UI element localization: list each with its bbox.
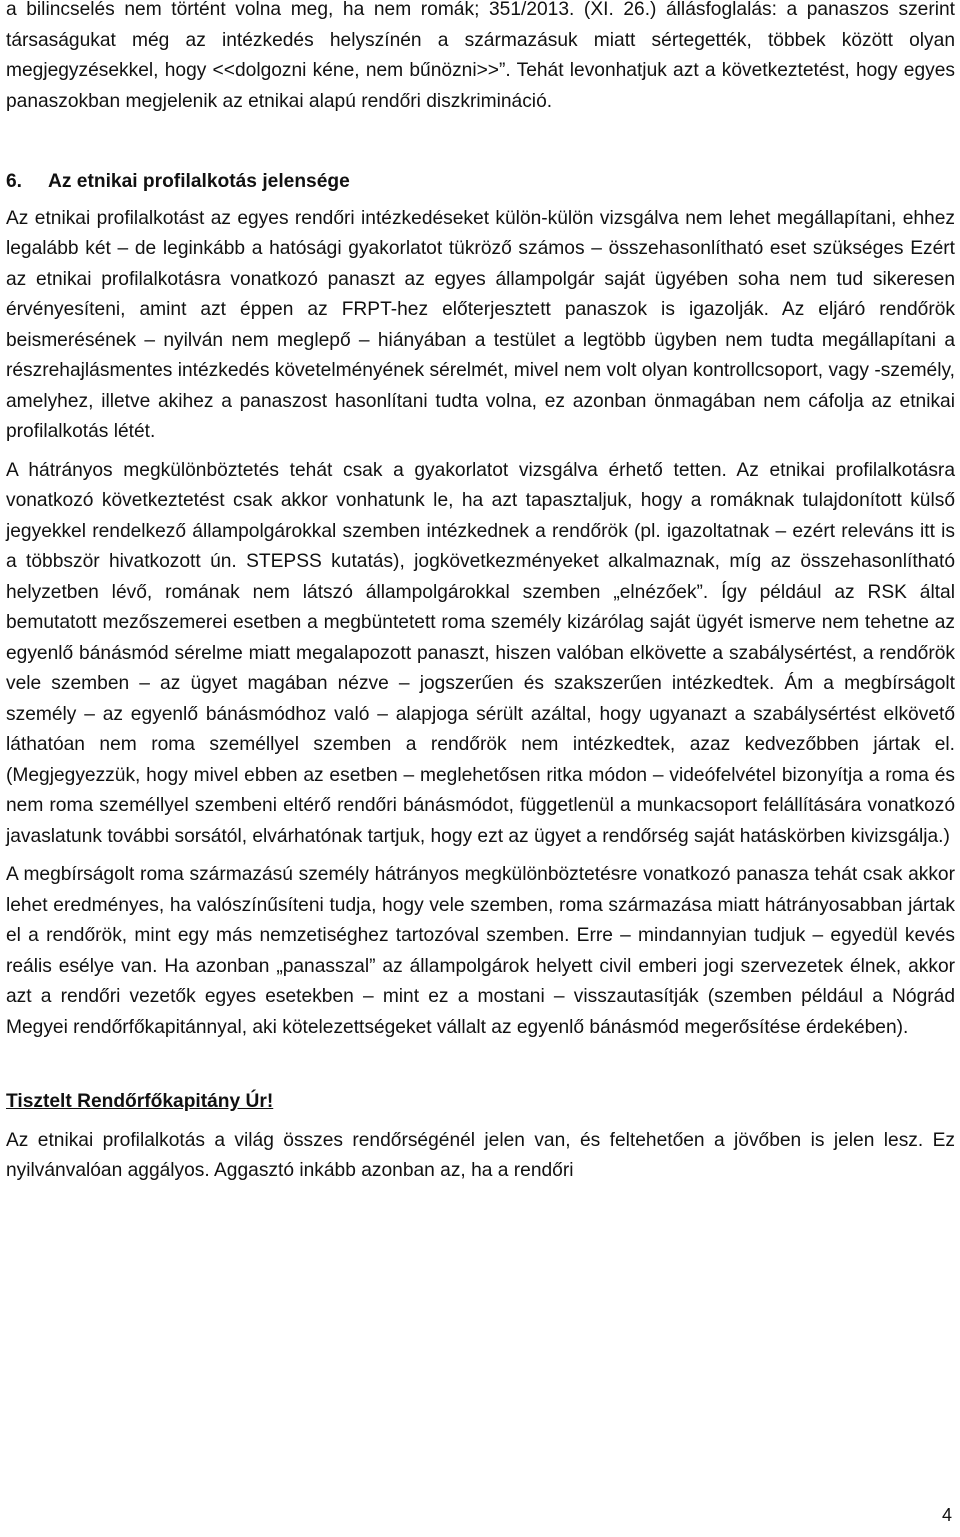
paragraph: Az etnikai profilalkotás a világ összes rendőrségénél jelen van, és feltehetően a jövőben is jelen lesz. Ez nyilvánvalóan aggályos. Aggasztó inkább azonban az, ha a rendőri xyxy=(6,1129,955,1181)
paragraph: A megbírságolt roma származású személy hátrányos megkülönböztetésre vonatkozó panasza tehát csak akkor lehet eredményes, ha valószínűsíteni tudja, hogy vele szemben, roma származása miatt hátrányosabban jártak el a rendőrök, mint egy más nemzetiséghez tartozóval szemben. Erre – mindannyian tudjuk – egyedül kevés reális esélye van. Ha azonban „panasszal” az állampolgárok helyett civil emberi jogi szervezetek élnek, akkor azt a rendőri vezetők egyes esetekben – mint ez a mostani – visszautasítják (szemben például a Nógrád Megyei rendőrfőkapitánnyal, aki kötelezettségeket vállalt az egyenlő bánásmód megerősítése érdekében). xyxy=(6,864,955,1038)
section-heading xyxy=(6,167,955,198)
paragraph: A hátrányos megkülönböztetés tehát csak a gyakorlatot vizsgálva érhető tetten. Az etnikai profilalkotásra vonatkozó következtetést csak akkor vonhatunk le, ha azt tapasztaljuk, hogy a romáknak tulajdonított külső jegyekkel rendelkező állampolgárokkal szemben intézkednek a rendőrök (pl. igazoltatnak – ezért releváns itt is a többször hivatkozott ún. STEPSS kutatás), jogkövetkezményeket alkalmaznak, míg az összehasonlítható helyzetben lévő, romának nem látszó állampolgárokkal szemben „elnézőek”. Így például az RSK által bemutatott mezőszemerei esetben a megbüntetett roma személy kizárólag saját ügyét ismerve nem tehetne az egyenlő bánásmód sérelme miatt megalapozott panaszt, hiszen valóban elkövette a szabálysértést, a rendőrök vele szemben – az ügyet magában nézve – jogszerűen és szakszerűen intézkedtek. Ám a megbírságolt személy – az egyenlő bánásmódhoz való – alapjoga sérült azáltal, hogy ugyanazt a szabálysértést elkövető láthatóan nem roma személlyel szemben a rendőrök nem intézkedtek, azaz kedvezőbben jártak el. (Megjegyezzük, hogy mivel ebben az esetben – meglehetősen ritka módon – videófelvétel bizonyítja a roma és nem roma személlyel szembeni eltérő rendőri bánásmódot, függetlenül a munkacsoport felállítására vonatkozó javaslatunk további sorsától, elvárhatónak tartjuk, hogy ezt az ügyet a rendőrség saját hatáskörben kivizsgálja.) xyxy=(6,459,955,847)
page-number: 4 xyxy=(941,1505,952,1525)
paragraph: Az etnikai profilalkotást az egyes rendőri intézkedéseket külön-külön vizsgálva nem lehet megállapítani, ehhez legalább két – de leginkább a hatósági gyakorlatot tükröző számos – összehasonlítható eset szükséges Ezért az etnikai profilalkotásra vonatkozó panaszt az egyes állampolgár saját ügyében soha nem tud sikeresen érvényesíteni, amint azt éppen az FRPT-hez előterjesztett panaszok is igazolják. Az eljáró rendőrök beismerésének – nyilván nem meglepő – hiányában a testület a legtöbb ügyben nem tudta megállapítani a részrehajlásmentes intézkedés követelményének sérelmét, mivel nem volt olyan kontrollcsoport, vagy -személy, amelyhez, illetve akihez a panaszost hasonlítani tudta volna, ez azonban önmagában nem cáfolja az etnikai profilalkotás létét. xyxy=(6,207,955,442)
paragraph-continued: a bilincselés nem történt volna meg, ha nem romák; 351/2013. (XI. 26.) állásfoglalás: a panaszos szerint társaságukat még az intézkedés helyszínén a származásuk miatt sértegették, többek között olyan megjegyzésekkel, hogy <<dolgozni kéne, nem bűnözni>>”. Tehát levonhatjuk azt a következtetést, hogy egyes panaszokban megjelenik az etnikai alapú rendőri diszkrimináció. xyxy=(6,0,955,112)
section-title: Az etnikai profilalkotás jelensége xyxy=(48,171,350,192)
document-body xyxy=(6,0,955,1187)
salutation: Tisztelt Rendőrfőkapitány Úr! xyxy=(6,1091,274,1112)
section-number: 6. xyxy=(6,171,23,192)
